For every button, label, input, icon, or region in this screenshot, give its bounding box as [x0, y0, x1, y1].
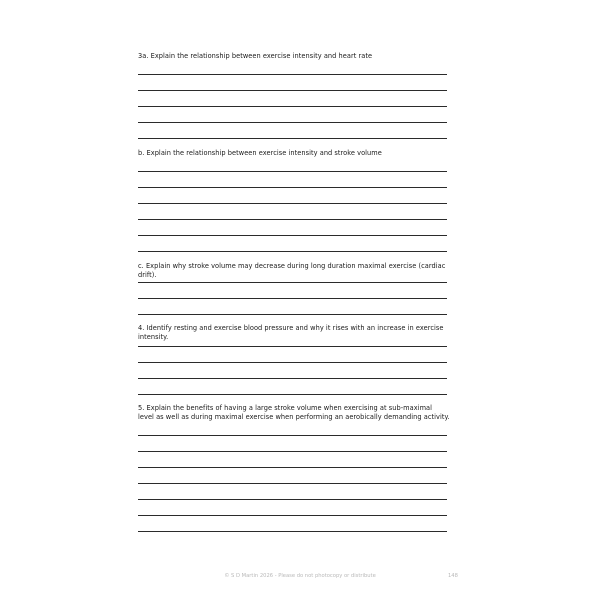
page-number: 148 — [448, 573, 458, 579]
answer-line — [138, 362, 447, 363]
answer-line — [138, 187, 447, 188]
question-3c: c. Explain why stroke volume may decrease during long duration maximal exercise (cardiac drift). — [138, 262, 446, 280]
answer-line — [138, 122, 447, 123]
answer-line — [138, 346, 447, 347]
answer-line — [138, 106, 447, 107]
answer-line — [138, 235, 447, 236]
answer-line — [138, 138, 447, 139]
answer-line — [138, 451, 447, 452]
answer-line — [138, 282, 447, 283]
answer-line — [138, 499, 447, 500]
answer-line — [138, 219, 447, 220]
question-3b: b. Explain the relationship between exercise intensity and stroke volume — [138, 149, 382, 157]
question-4: 4. Identify resting and exercise blood pressure and why it rises with an increase in exercise intensity. — [138, 324, 444, 342]
answer-line — [138, 435, 447, 436]
answer-line — [138, 90, 447, 91]
question-5: 5. Explain the benefits of having a large stroke volume when exercising at sub-maximal level as well as during maximal exercise when performing an aerobically demanding activity. — [138, 404, 450, 422]
answer-line — [138, 251, 447, 252]
answer-line — [138, 314, 447, 315]
answer-line — [138, 378, 447, 379]
answer-line — [138, 203, 447, 204]
answer-line — [138, 394, 447, 395]
answer-line — [138, 298, 447, 299]
question-3a: 3a. Explain the relationship between exercise intensity and heart rate — [138, 52, 373, 60]
copyright-footer: © S D Martin 2026 - Please do not photocopy or distribute — [224, 573, 376, 579]
answer-line — [138, 515, 447, 516]
answer-line — [138, 74, 447, 75]
answer-line — [138, 467, 447, 468]
answer-line — [138, 483, 447, 484]
answer-line — [138, 171, 447, 172]
answer-line — [138, 531, 447, 532]
